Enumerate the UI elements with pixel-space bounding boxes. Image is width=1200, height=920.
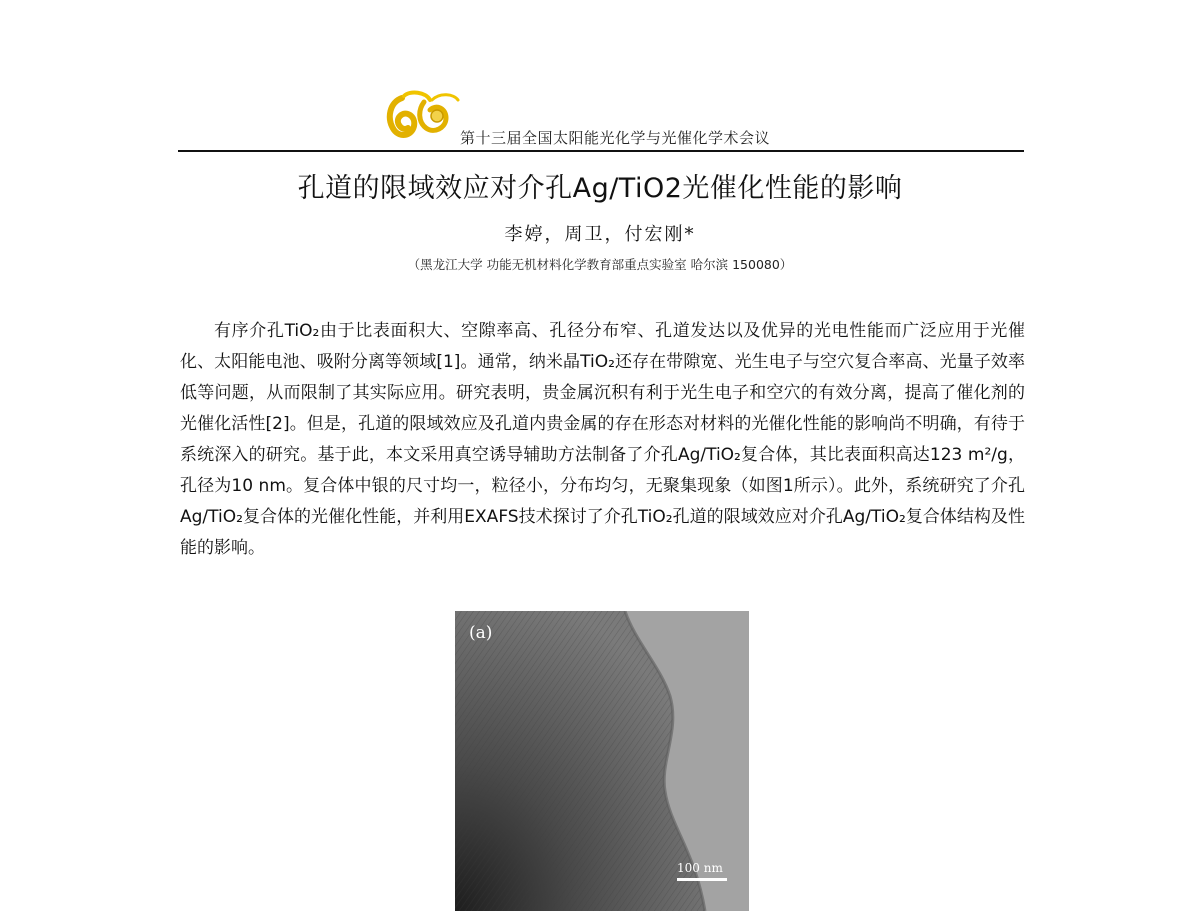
abstract-body: [180, 316, 1025, 564]
header-divider: [178, 150, 1024, 152]
scale-bar-label: 100 nm: [677, 861, 723, 875]
abstract-paragraph: 有序介孔TiO₂由于比表面积大、空隙率高、孔径分布窄、孔道发达以及优异的光电性能而广泛应用于光催化、太阳能电池、吸附分离等领域[1]。通常，纳米晶TiO₂还存在带隙宽、光生电子与空穴复合率高、光量子效率低等问题，从而限制了其实际应用。研究表明，贵金属沉积有利于光生电子和空穴的有效分离，提高了催化剂的光催化活性[2]。但是，孔道的限域效应及孔道内贵金属的存在形态对材料的光催化性能的影响尚不明确，有待于系统深入的研究。基于此，本文采用真空诱导辅助方法制备了介孔Ag/TiO₂复合体，其比表面积高达123 m²/g，孔径为10 nm。复合体中银的尺寸均一，粒径小，分布均匀，无聚集现象（如图1所示）。此外，系统研究了介孔Ag/TiO₂复合体的光催化性能，并利用EXAFS技术探讨了介孔TiO₂孔道的限域效应对介孔Ag/TiO₂复合体结构及性能的影响。: [180, 321, 1025, 558]
paper-title: 孔道的限域效应对介孔Ag/TiO2光催化性能的影响: [297, 173, 903, 204]
conference-logo: [380, 88, 460, 144]
logo-85-graphic: [380, 88, 460, 144]
tem-micrograph: [455, 611, 749, 911]
conference-title: 第十三届全国太阳能光化学与光催化学术会议: [460, 129, 771, 147]
figure-panel-label: (a): [469, 623, 493, 643]
paper-authors: 李婷，周卫，付宏刚*: [504, 224, 696, 245]
scale-bar: [677, 878, 727, 881]
paper-affiliation: （黑龙江大学 功能无机材料化学教育部重点实验室 哈尔滨 150080）: [407, 257, 793, 272]
